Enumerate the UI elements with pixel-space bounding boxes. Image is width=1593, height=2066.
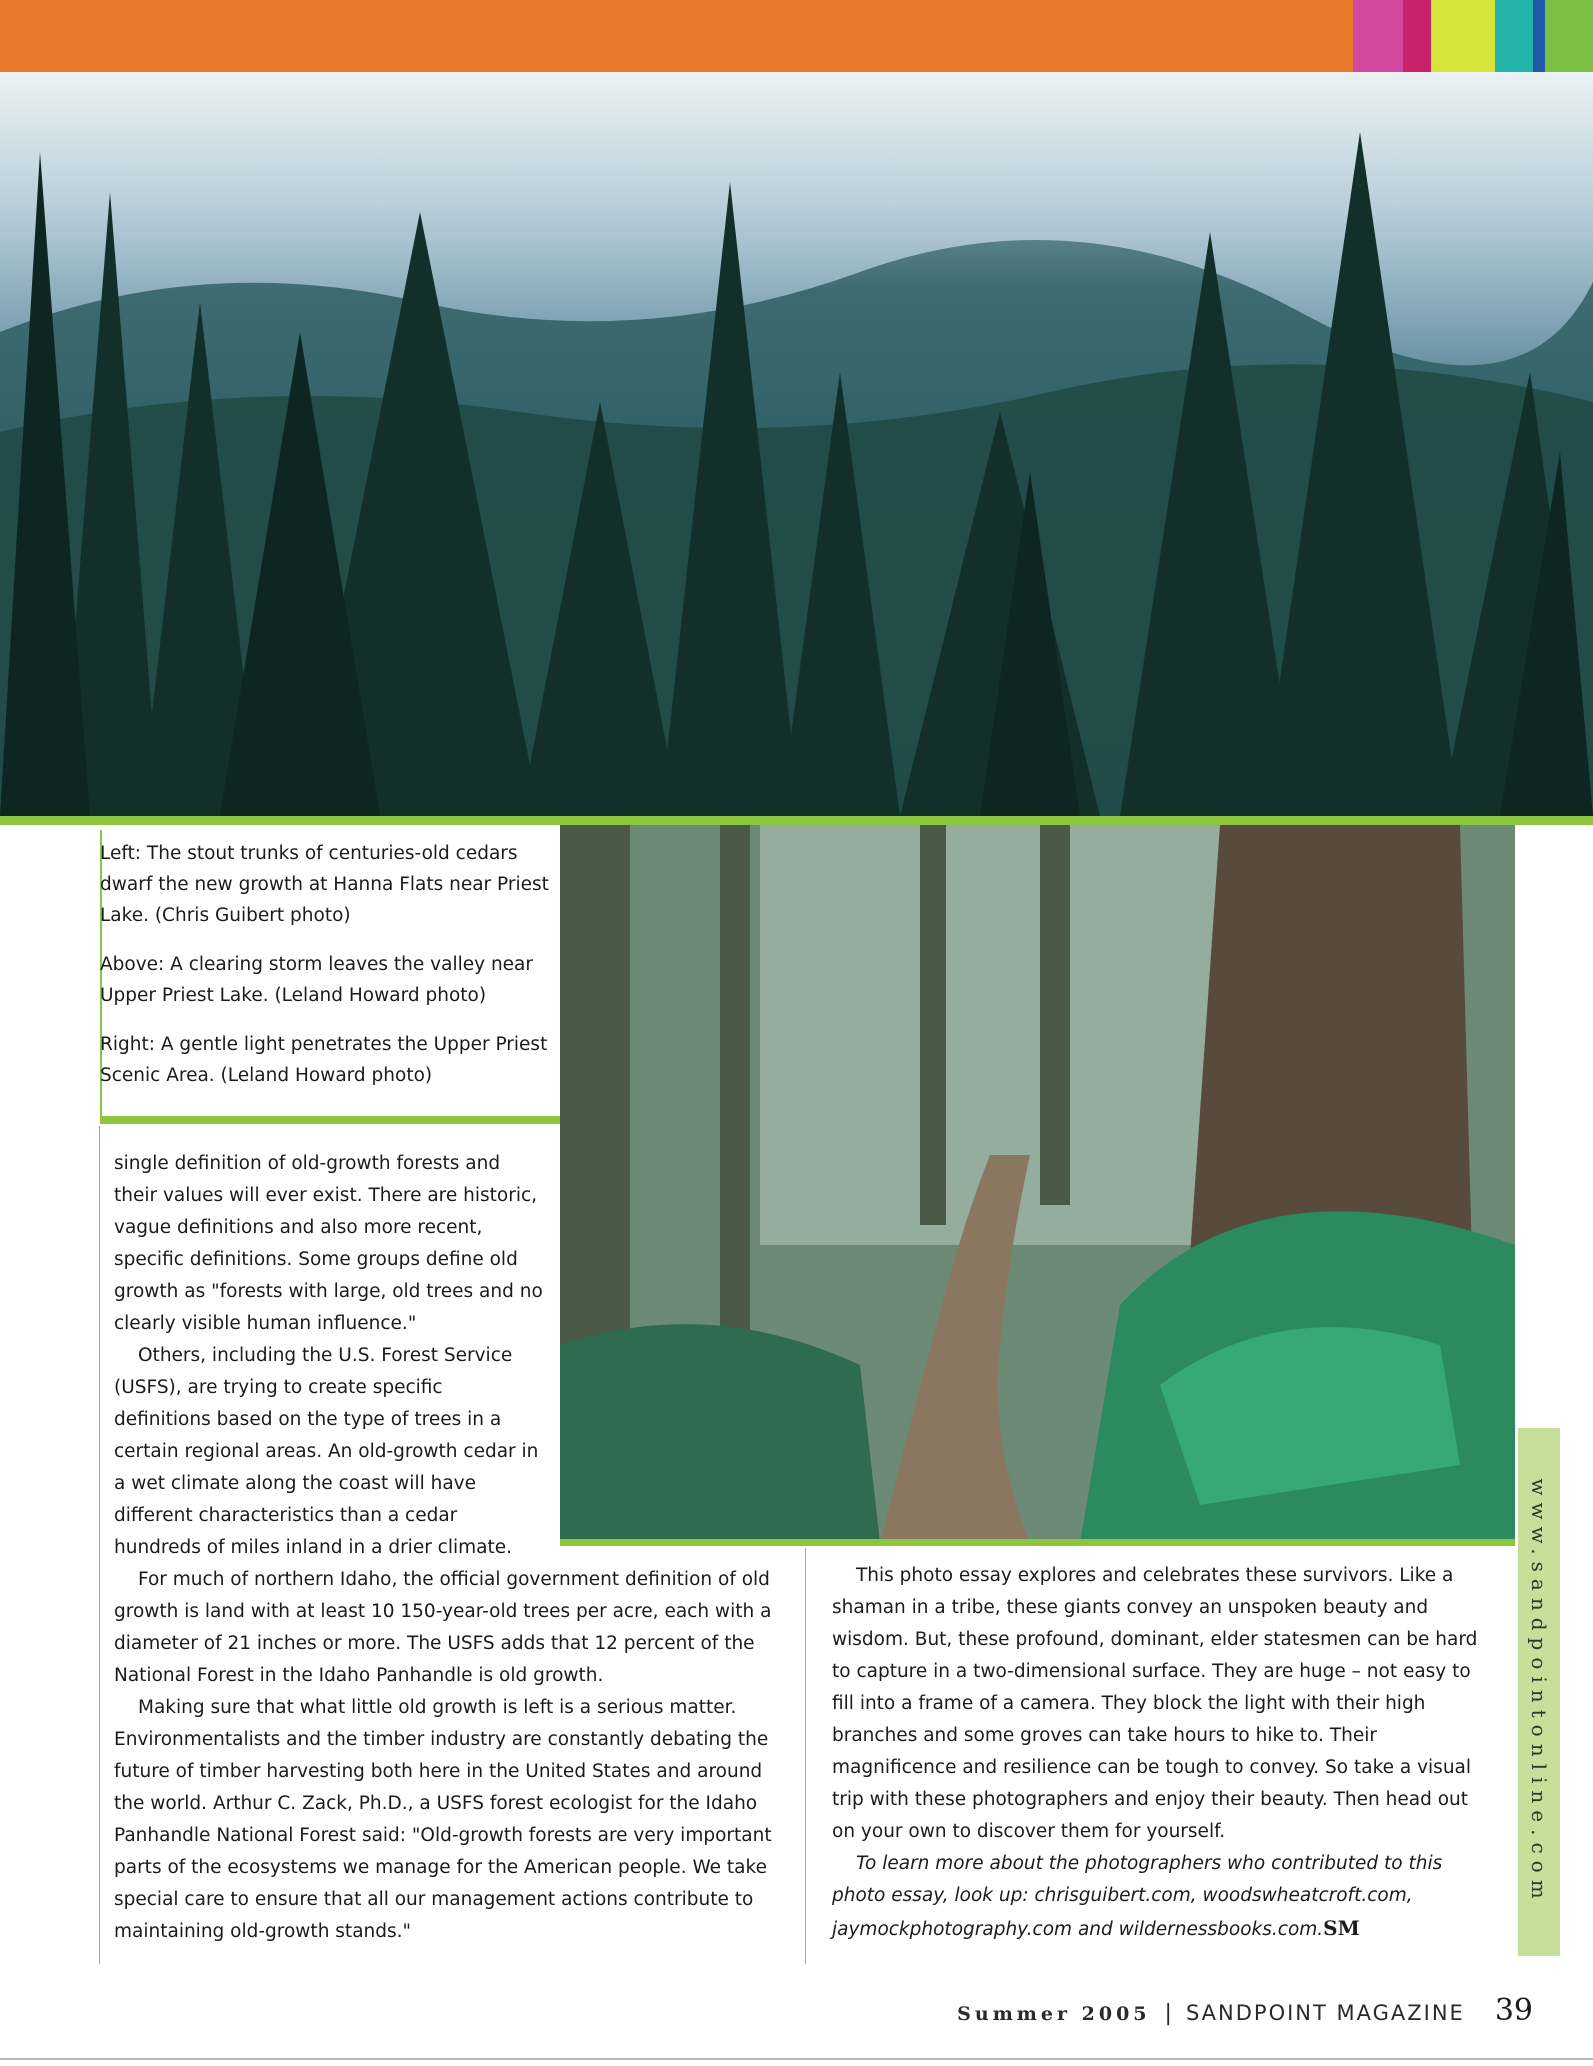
color-swatch-teal xyxy=(1495,0,1533,72)
photo-bottom-border xyxy=(560,1539,1515,1546)
caption-above: Above: A clearing storm leaves the valley near Upper Priest Lake. (Leland Howard photo) xyxy=(100,954,533,1006)
green-divider-top xyxy=(0,816,1593,825)
paragraph-text: To learn more about the photographers who contributed to this photo essay, look up: chrisguibert.com, woodswheatcroft.com, jaymockphotography.com and wildernessbooks.com. xyxy=(832,1853,1443,1940)
paragraph: For much of northern Idaho, the official government definition of old growth is land with at least 10 150-year-old trees per acre, each with a diameter of 21 inches or more. The USFS adds that 12 percent of the National Forest in the Idaho Panhandle is old growth. xyxy=(114,1569,772,1686)
bottom-edge-line xyxy=(0,2058,1593,2060)
paragraph: Others, including the U.S. Forest Service (USFS), are trying to create specific definitions based on the type of trees in a certain regional areas. An old-growth cedar in a wet climate along the coast will have different characteristics than a cedar hundreds of miles inland in a drier climate. xyxy=(114,1345,539,1558)
website-url: www.sandpointonline.com xyxy=(1527,1478,1551,1906)
article-column-left-bottom xyxy=(114,1564,774,1948)
column-rule-middle xyxy=(805,1548,806,1964)
color-swatch-red xyxy=(1403,0,1431,72)
paragraph: single definition of old-growth forests and their values will ever exist. There are historic, vague definitions and also more recent, specific definitions. Some groups define old growth as "forests with large, old trees and no clearly visible human influence." xyxy=(114,1153,543,1334)
paragraph: Making sure that what little old growth is left is a serious matter. Environmentalists and the timber industry are constantly debating the future of timber harvesting both here in the United States and around the world. Arthur C. Zack, Ph.D., a USFS forest ecologist for the Idaho Panhandle National Forest said: "Old-growth forests are very important parts of the ecosystems we manage for the American people. We take special care to ensure that all our management actions contribute to maintaining old-growth stands." xyxy=(114,1697,772,1942)
forest-valley-mist-photo xyxy=(0,72,1593,816)
issue-season: Summer 2005 xyxy=(957,2003,1151,2025)
color-swatch-blue xyxy=(1533,0,1545,72)
photographer-links-paragraph xyxy=(832,1848,1492,1946)
magazine-name: SANDPOINT MAGAZINE xyxy=(1185,2001,1465,2025)
page-number: 39 xyxy=(1494,1993,1533,2028)
sm-end-mark-logo: SM xyxy=(1323,1916,1360,1940)
page-footer xyxy=(957,1993,1533,2029)
old-growth-cedar-trail-photo xyxy=(560,825,1515,1543)
article-column-right xyxy=(832,1560,1492,1946)
photo-captions xyxy=(100,838,555,1109)
caption-right: Right: A gentle light penetrates the Upper Priest Scenic Area. (Leland Howard photo) xyxy=(100,1034,548,1086)
footer-separator: | xyxy=(1164,2001,1172,2026)
caption-left: Left: The stout trunks of centuries-old cedars dwarf the new growth at Hanna Flats near Priest Lake. (Chris Guibert photo) xyxy=(100,843,549,926)
paragraph: This photo essay explores and celebrates these survivors. Like a shaman in a tribe, these giants convey an unspoken beauty and wisdom. But, these profound, dominant, elder statesmen can be hard to capture in a two-dimensional surface. They are huge – not easy to fill into a frame of a camera. They block the light with their high branches and some groves can take hours to hike to. Their magnificence and resilience can be tough to convey. So take a visual trip with these photographers and enjoy their beauty. Then head out on your own to discover them for yourself. xyxy=(832,1565,1478,1842)
column-rule-left xyxy=(99,1126,100,1964)
color-swatch-green xyxy=(1545,0,1593,72)
article-column-left-top xyxy=(114,1148,544,1564)
color-swatch-magenta xyxy=(1353,0,1403,72)
color-swatch-yellow xyxy=(1431,0,1495,72)
caption-box-divider xyxy=(100,1116,560,1124)
